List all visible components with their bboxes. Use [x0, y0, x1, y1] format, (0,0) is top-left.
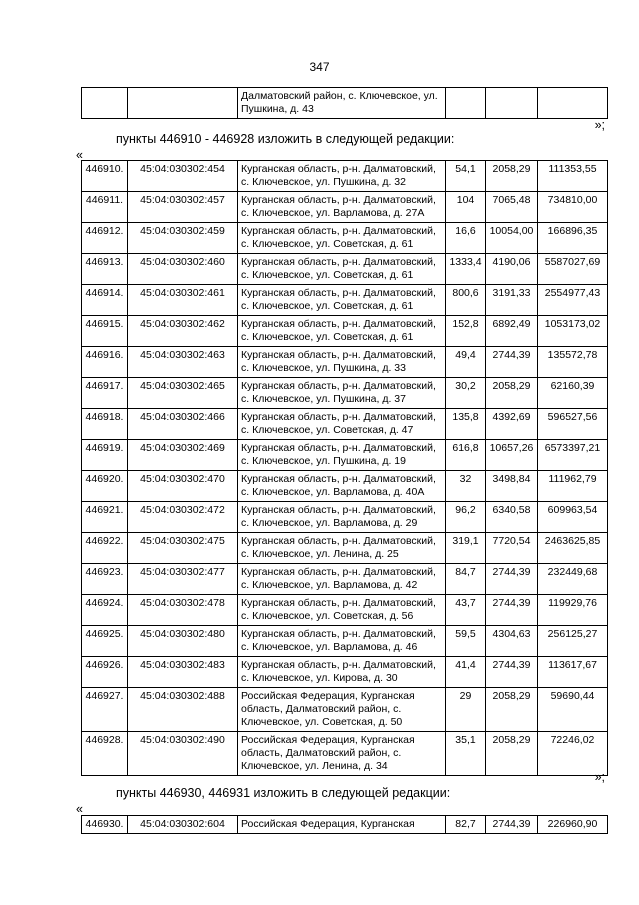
cell-addr: Курганская область, р-н. Далматовский, с. Ключевское, ул. Пушкина, д. 19 [238, 440, 446, 471]
cell-num: 446910. [82, 161, 128, 192]
cell-value: 5587027,69 [538, 254, 608, 285]
cell-rate: 6892,49 [486, 316, 538, 347]
cell-value: 2554977,43 [538, 285, 608, 316]
table-row [82, 595, 608, 626]
bottom-table-body [82, 816, 608, 834]
cell-rate: 2058,29 [486, 688, 538, 732]
cell-rate: 4392,69 [486, 409, 538, 440]
cell-rate: 6340,58 [486, 502, 538, 533]
table-row [82, 657, 608, 688]
closing-quote: »; [594, 770, 605, 784]
cell-area: 54,1 [446, 161, 486, 192]
closing-quote: »; [594, 118, 605, 132]
cell-value: 119929,76 [538, 595, 608, 626]
cell-addr: Курганская область, р-н. Далматовский, с. Ключевское, ул. Кирова, д. 30 [238, 657, 446, 688]
cell-cad: 45:04:030302:472 [128, 502, 238, 533]
cell-addr: Курганская область, р-н. Далматовский, с. Ключевское, ул. Советская, д. 61 [238, 254, 446, 285]
cell-addr: Курганская область, р-н. Далматовский, с. Ключевское, ул. Советская, д. 61 [238, 316, 446, 347]
cell-value: 135572,78 [538, 347, 608, 378]
cell-value: 2463625,85 [538, 533, 608, 564]
cell-value: 111353,55 [538, 161, 608, 192]
cell-rate: 7720,54 [486, 533, 538, 564]
cell-cad: 45:04:030302:478 [128, 595, 238, 626]
cell-rate: 2744,39 [486, 347, 538, 378]
table-row [82, 440, 608, 471]
opening-quote: « [76, 148, 83, 162]
cell-num: 446913. [82, 254, 128, 285]
cell-cad: 45:04:030302:454 [128, 161, 238, 192]
cell-value: 113617,67 [538, 657, 608, 688]
cell-area: 319,1 [446, 533, 486, 564]
cell-rate: 3498,84 [486, 471, 538, 502]
opening-quote: « [76, 802, 83, 816]
cell-area: 616,8 [446, 440, 486, 471]
cell-rate: 2744,39 [486, 816, 538, 834]
cell-value: 256125,27 [538, 626, 608, 657]
cell-value: 226960,90 [538, 816, 608, 834]
cell-area: 41,4 [446, 657, 486, 688]
cell-rate: 4304,63 [486, 626, 538, 657]
cell-area: 152,8 [446, 316, 486, 347]
cell-area: 43,7 [446, 595, 486, 626]
table-row [82, 192, 608, 223]
cell-rate: 2058,29 [486, 161, 538, 192]
cell-cad: 45:04:030302:457 [128, 192, 238, 223]
table-row [82, 285, 608, 316]
table-row [82, 816, 608, 834]
cell-num: 446919. [82, 440, 128, 471]
cell-rate: 2744,39 [486, 595, 538, 626]
table-row [82, 732, 608, 776]
cell-addr: Курганская область, р-н. Далматовский, с. Ключевское, ул. Пушкина, д. 37 [238, 378, 446, 409]
cell-num: 446917. [82, 378, 128, 409]
paragraph-amendment-1: пункты 446910 - 446928 изложить в следующей редакции: [116, 132, 455, 146]
cell-cad: 45:04:030302:490 [128, 732, 238, 776]
cell-area: 96,2 [446, 502, 486, 533]
cell-rate: 2744,39 [486, 564, 538, 595]
cell-addr: Российская Федерация, Курганская область, Далматовский район, с. Ключевское, ул. Советская, д. 50 [238, 688, 446, 732]
cell-addr: Российская Федерация, Курганская область, Далматовский район, с. Ключевское, ул. Ленина, д. 34 [238, 732, 446, 776]
cell-cad: 45:04:030302:461 [128, 285, 238, 316]
cell-area: 32 [446, 471, 486, 502]
cell-addr: Курганская область, р-н. Далматовский, с. Ключевское, ул. Советская, д. 47 [238, 409, 446, 440]
cell-addr: Курганская область, р-н. Далматовский, с. Ключевское, ул. Советская, д. 61 [238, 223, 446, 254]
cell-addr: Курганская область, р-н. Далматовский, с. Ключевское, ул. Варламова, д. 42 [238, 564, 446, 595]
cell-addr: Курганская область, р-н. Далматовский, с. Ключевское, ул. Пушкина, д. 33 [238, 347, 446, 378]
cell-area: 1333,4 [446, 254, 486, 285]
cell-rate: 2058,29 [486, 732, 538, 776]
cell-rate: 10657,26 [486, 440, 538, 471]
cell-num: 446928. [82, 732, 128, 776]
cell-area: 30,2 [446, 378, 486, 409]
cell-area [446, 88, 486, 119]
cell-area: 82,7 [446, 816, 486, 834]
table-row [82, 316, 608, 347]
cell-addr: Курганская область, р-н. Далматовский, с. Ключевское, ул. Варламова, д. 46 [238, 626, 446, 657]
table-row [82, 88, 608, 119]
cell-cad: 45:04:030302:469 [128, 440, 238, 471]
table-row [82, 533, 608, 564]
cell-num: 446912. [82, 223, 128, 254]
cell-area: 35,1 [446, 732, 486, 776]
table-row [82, 161, 608, 192]
cell-cad: 45:04:030302:483 [128, 657, 238, 688]
cell-cad: 45:04:030302:465 [128, 378, 238, 409]
cell-value: 1053173,02 [538, 316, 608, 347]
cell-value: 111962,79 [538, 471, 608, 502]
cell-value: 596527,56 [538, 409, 608, 440]
cell-value: 166896,35 [538, 223, 608, 254]
cell-num: 446925. [82, 626, 128, 657]
cell-cad: 45:04:030302:459 [128, 223, 238, 254]
cell-cad: 45:04:030302:475 [128, 533, 238, 564]
cell-num: 446922. [82, 533, 128, 564]
cell-area: 84,7 [446, 564, 486, 595]
cell-addr: Далматовский район, с. Ключевское, ул. Пушкина, д. 43 [238, 88, 446, 119]
cell-rate: 4190,06 [486, 254, 538, 285]
cell-cad [128, 88, 238, 119]
cell-rate: 2744,39 [486, 657, 538, 688]
cell-addr: Курганская область, р-н. Далматовский, с. Ключевское, ул. Советская, д. 61 [238, 285, 446, 316]
cell-value: 62160,39 [538, 378, 608, 409]
cell-area: 49,4 [446, 347, 486, 378]
cell-cad: 45:04:030302:462 [128, 316, 238, 347]
main-table [81, 160, 608, 776]
cell-addr: Курганская область, р-н. Далматовский, с. Ключевское, ул. Пушкина, д. 32 [238, 161, 446, 192]
cell-value: 6573397,21 [538, 440, 608, 471]
cell-area: 135,8 [446, 409, 486, 440]
main-table-body [82, 161, 608, 776]
cell-num: 446927. [82, 688, 128, 732]
cell-num: 446924. [82, 595, 128, 626]
cell-value: 232449,68 [538, 564, 608, 595]
cell-num: 446916. [82, 347, 128, 378]
table-row [82, 688, 608, 732]
cell-value: 734810,00 [538, 192, 608, 223]
cell-num: 446923. [82, 564, 128, 595]
cell-rate: 3191,33 [486, 285, 538, 316]
table-row [82, 254, 608, 285]
cell-cad: 45:04:030302:488 [128, 688, 238, 732]
cell-area: 29 [446, 688, 486, 732]
cell-value: 72246,02 [538, 732, 608, 776]
cell-addr: Курганская область, р-н. Далматовский, с. Ключевское, ул. Варламова, д. 40А [238, 471, 446, 502]
cell-rate: 7065,48 [486, 192, 538, 223]
cell-value: 609963,54 [538, 502, 608, 533]
cell-rate: 2058,29 [486, 378, 538, 409]
cell-value [538, 88, 608, 119]
cell-cad: 45:04:030302:477 [128, 564, 238, 595]
cell-addr: Российская Федерация, Курганская [238, 816, 446, 834]
cell-rate [486, 88, 538, 119]
cell-area: 16,6 [446, 223, 486, 254]
cell-addr: Курганская область, р-н. Далматовский, с. Ключевское, ул. Советская, д. 56 [238, 595, 446, 626]
cell-area: 104 [446, 192, 486, 223]
table-row [82, 564, 608, 595]
paragraph-amendment-2: пункты 446930, 446931 изложить в следующей редакции: [116, 786, 451, 800]
cell-num [82, 88, 128, 119]
cell-rate: 10054,00 [486, 223, 538, 254]
table-row [82, 409, 608, 440]
cell-num: 446920. [82, 471, 128, 502]
cell-area: 800,6 [446, 285, 486, 316]
cell-value: 59690,44 [538, 688, 608, 732]
table-row [82, 626, 608, 657]
bottom-table-fragment [81, 815, 608, 834]
cell-addr: Курганская область, р-н. Далматовский, с. Ключевское, ул. Варламова, д. 27А [238, 192, 446, 223]
cell-cad: 45:04:030302:480 [128, 626, 238, 657]
cell-num: 446911. [82, 192, 128, 223]
cell-num: 446921. [82, 502, 128, 533]
cell-num: 446918. [82, 409, 128, 440]
table-row [82, 347, 608, 378]
cell-cad: 45:04:030302:604 [128, 816, 238, 834]
table-row [82, 471, 608, 502]
top-table-body [82, 88, 608, 119]
table-row [82, 502, 608, 533]
cell-addr: Курганская область, р-н. Далматовский, с. Ключевское, ул. Ленина, д. 25 [238, 533, 446, 564]
cell-cad: 45:04:030302:470 [128, 471, 238, 502]
cell-cad: 45:04:030302:463 [128, 347, 238, 378]
cell-area: 59,5 [446, 626, 486, 657]
page-number: 347 [309, 60, 330, 74]
table-row [82, 223, 608, 254]
cell-num: 446914. [82, 285, 128, 316]
cell-addr: Курганская область, р-н. Далматовский, с. Ключевское, ул. Варламова, д. 29 [238, 502, 446, 533]
top-table-fragment [81, 87, 608, 119]
cell-num: 446915. [82, 316, 128, 347]
table-row [82, 378, 608, 409]
cell-cad: 45:04:030302:466 [128, 409, 238, 440]
cell-cad: 45:04:030302:460 [128, 254, 238, 285]
cell-num: 446930. [82, 816, 128, 834]
cell-num: 446926. [82, 657, 128, 688]
